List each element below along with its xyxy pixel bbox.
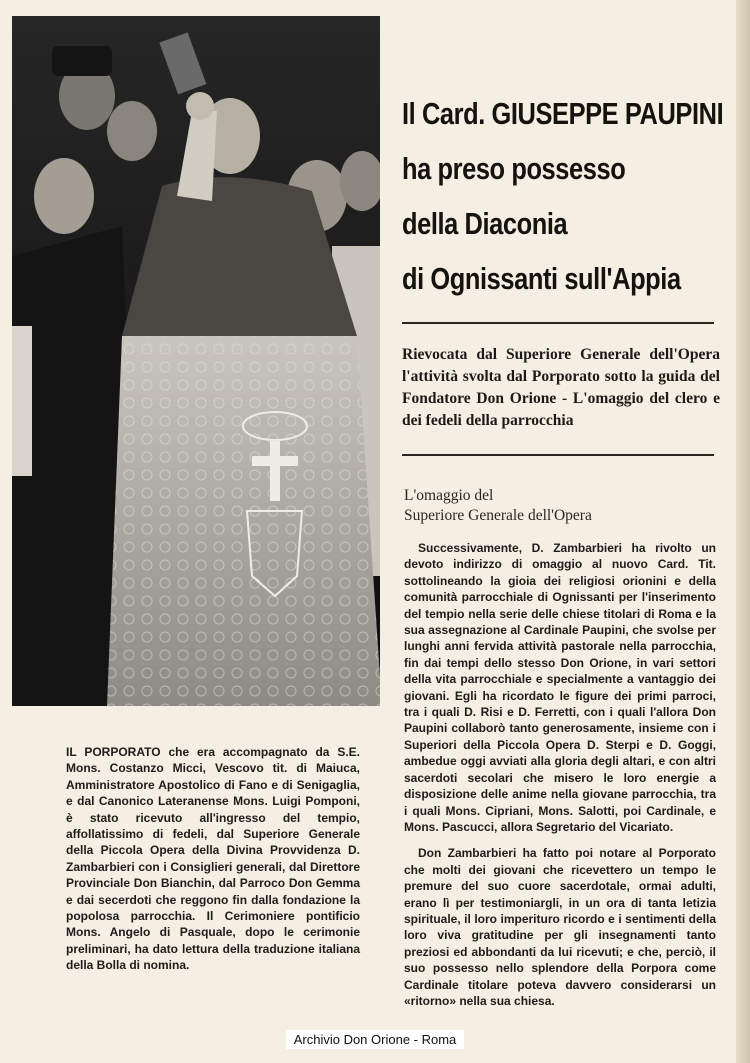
article-title	[402, 86, 722, 306]
page-edge	[736, 0, 750, 1063]
title-line: Il Card. GIUSEPPE PAUPINI	[402, 96, 724, 131]
subtitle-divider	[402, 454, 714, 456]
body-paragraph: Don Zambarbieri ha fatto poi notare al Porporato che molti dei giovani che ricevettero un tempo le premure del suo cuore sacerdotale, ormai adulti, erano lì per testimoniargli, in un ora di tanta letizia spirituale, il loro imperituro ricordo e i sentimenti della loro viva gratitudine per gli insegnamenti tanto preziosi ed abbondanti da lui ricevuti; e che, perciò, il suo possesso nello splendore della Porpora come Cardinale titolare poteva davvero considerarsi un «ritorno» nella sua chiesa.	[404, 846, 716, 1008]
section-heading-line: Superiore Generale dell'Opera	[404, 507, 592, 524]
body-paragraph: Successivamente, D. Zambarbieri ha rivolto un devoto indirizzo di omaggio al nuovo Card. Tit. sottolineando la gioia dei religiosi orionini e della comunità parrocchiale di Ognissanti per l'inserimento del tempio nella serie delle chiese titolari di Roma e la sua assegnazione al Cardinale Paupini, che svolse per lunghi anni fervida attività pastorale nella parrocchia, fin dai tempi dello stesso Don Orione, in vari settori della vita parrocchiale e specialmente a vantaggio dei giovani. Egli ha ricordato le figure dei primi parroci, tra i quali D. Risi e D. Ferretti, con i quali l'allora Don Paupini collaborò tanto generosamente, insieme con i Superiori della Piccola Opera D. Sterpi e D. Goggi, ambedue oggi avviati alla gloria degli altari, e con altri sacerdoti secolari che misero le loro energie a disposizione delle anime nella giovane parrocchia, tra i quali Mons. Cipriani, Mons. Salotti, poi Cardinale, e Mons. Pascucci, allora Segretario del Vicariato.	[404, 541, 716, 834]
title-divider	[402, 322, 714, 324]
cardinal-photo	[12, 16, 380, 706]
title-line: della Diaconia	[402, 206, 568, 241]
caption-lead: IL PORPORATO	[66, 745, 161, 759]
title-line: di Ognissanti sull'Appia	[402, 261, 681, 296]
title-line: ha preso possesso	[402, 151, 626, 186]
archive-footer-label: Archivio Don Orione - Roma	[286, 1030, 465, 1049]
photo-caption	[66, 744, 360, 974]
cardinal-photo-illustration	[12, 16, 380, 706]
article-body	[404, 540, 716, 1019]
caption-text: che era accompagnato da S.E. Mons. Costanzo Micci, Vescovo tit. di Maiuca, Amministratore Apostolico di Fano e di Senigaglia, e dal Canonico Lateranense Mons. Luigi Pomponi, è stato ricevuto all'ingresso del tempio, affollatissimo di fedeli, dal Superiore Generale della Piccola Opera della Divina Provvidenza D. Zambarbieri con i Consiglieri generali, dal Direttore Provinciale Don Bianchin, dal Parroco Don Gemma e dai secerdoti che reggono fin dalla fondazione la popolosa parrocchia. Il Cerimoniere pontificio Mons. Angelo di Pasquale, dopo le cerimonie preliminari, ha dato lettura della traduzione italiana della Bolla di nomina.	[66, 745, 361, 973]
archive-footer	[0, 1032, 750, 1047]
section-heading	[404, 486, 704, 526]
section-heading-line: L'omaggio del	[404, 487, 494, 504]
article-subtitle: Rievocata dal Superiore Generale dell'Opera l'attività svolta dal Porporato sotto la guida del Fondatore Don Orione - L'omaggio del clero e dei fedeli della parrocchia	[402, 346, 720, 429]
